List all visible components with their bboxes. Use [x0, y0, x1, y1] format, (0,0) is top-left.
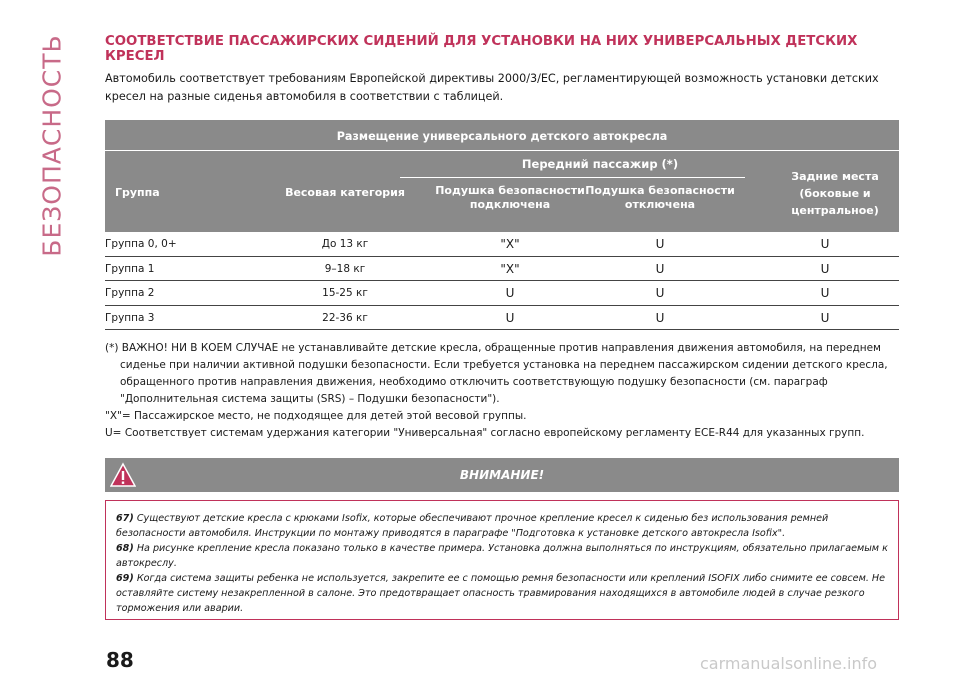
cell-airbag-on: "X": [500, 261, 520, 276]
cell-weight: До 13 кг: [321, 238, 369, 250]
cell-weight: 15-25 кг: [322, 287, 368, 299]
cell-group: Группа 3: [105, 311, 155, 324]
header-front-passenger: Передний пассажир (*): [521, 157, 679, 171]
header-divider: [105, 150, 899, 151]
table-title: Размещение универсального детского автокресла: [336, 130, 668, 143]
section-side-tab: [30, 30, 74, 260]
cell-group: Группа 2: [105, 287, 155, 299]
cell-airbag-off: U: [655, 310, 665, 325]
warning-item-number: 67): [116, 513, 134, 524]
note-star-line: сиденье при наличии активной подушки безопасности. Если требуется установка на переднем пассажирском сидении детского кресла,: [120, 359, 888, 371]
cell-weight: 9–18 кг: [324, 262, 366, 275]
cell-airbag-on: U: [505, 286, 515, 300]
table-row: [105, 232, 899, 257]
cell-airbag-off: U: [655, 286, 665, 300]
header-airbag-off: Подушка безопасности отключена: [585, 184, 735, 211]
cell-rear: U: [820, 261, 830, 276]
note-star-line: (*) ВАЖНО! НИ В КОЕМ СЛУЧАЕ не устанавливайте детские кресла, обращенные против направления движения автомобиля, на переднем: [105, 342, 881, 354]
note-x: "X"= Пассажирское место, не подходящее для детей этой весовой группы.: [105, 410, 527, 422]
child-seat-table: [105, 120, 899, 330]
cell-group: Группа 0, 0+: [105, 238, 177, 250]
table-header: [105, 120, 899, 232]
warning-box: [105, 500, 899, 620]
warning-header: [105, 458, 899, 492]
header-airbag-on: Подушка безопасности подключена: [435, 184, 585, 211]
warning-item-text: Существуют детские кресла с крюками Isofix, которые обеспечивают прочное крепление кресел к сиденью без использования ремней безопасности автомобиля. Инструкции по монтажу приводятся в параграфе "Подготовка к установке детского автокресла Isofix".: [116, 513, 829, 539]
warning-item-number: 69): [116, 573, 134, 584]
table-notes: [105, 340, 905, 442]
cell-weight: 22-36 кг: [322, 311, 368, 324]
header-weight: Весовая категория: [285, 186, 405, 199]
cell-group: Группа 1: [105, 262, 155, 275]
watermark: carmanualsonline.info: [700, 654, 878, 673]
warning-triangle-icon: [110, 462, 136, 488]
warning-item: [116, 541, 888, 571]
intro-paragraph: Автомобиль соответствует требованиям Европейской директивы 2000/3/ЕС, регламентирующей возможность установки детских кресел на разные сиденья автомобиля в соответствии с таблицей.: [105, 72, 879, 103]
cell-rear: U: [820, 237, 830, 251]
cell-airbag-on: "X": [500, 237, 520, 251]
section-side-tab-label: БЕЗОПАСНОСТЬ: [37, 33, 67, 257]
note-u: U= Соответствует системам удержания категории "Универсальная" согласно европейскому регламенту ECE-R44 для указанных групп.: [105, 427, 865, 439]
note-star-line: обращенного против направления движения, необходимо отключить соответствующую подушку безопасности (см. параграф: [120, 376, 828, 388]
cell-airbag-on: U: [505, 310, 515, 325]
page-heading: СООТВЕТСТВИЕ ПАССАЖИРСКИХ СИДЕНИЙ ДЛЯ УСТАНОВКИ НА НИХ УНИВЕРСАЛЬНЫХ ДЕТСКИХ КРЕСЕЛ: [105, 34, 858, 64]
header-rear-seats: Задние места (боковые и центральное): [791, 170, 879, 217]
warning-item: [116, 571, 888, 616]
table-row: [105, 257, 899, 282]
header-group: Группа: [115, 186, 160, 199]
warning-item-number: 68): [116, 543, 134, 554]
cell-rear: U: [820, 286, 830, 300]
warning-title: ВНИМАНИЕ!: [459, 468, 545, 482]
table-row: [105, 306, 899, 331]
cell-rear: U: [820, 310, 830, 325]
note-star-line: "Дополнительная система защиты (SRS) – Подушки безопасности").: [120, 393, 500, 405]
table-row: [105, 281, 899, 306]
page-number: 88: [106, 648, 134, 672]
header-front-divider: [400, 177, 745, 178]
cell-airbag-off: U: [655, 237, 665, 251]
warning-item: [116, 511, 888, 541]
warning-item-text: На рисунке крепление кресла показано только в качестве примера. Установка должна выполняться по инструкциям, обязательно прилагаемым к автокреслу.: [116, 543, 888, 569]
warning-item-text: Когда система защиты ребенка не используется, закрепите ее с помощью ремня безопасности или креплений ISOFIX либо снимите ее совсем. Не оставляйте систему незакрепленной в салоне. Это предотвращает опасность травмирования находящихся в автомобиле людей в случае резкого торможения или аварии.: [116, 573, 886, 614]
cell-airbag-off: U: [655, 261, 665, 276]
